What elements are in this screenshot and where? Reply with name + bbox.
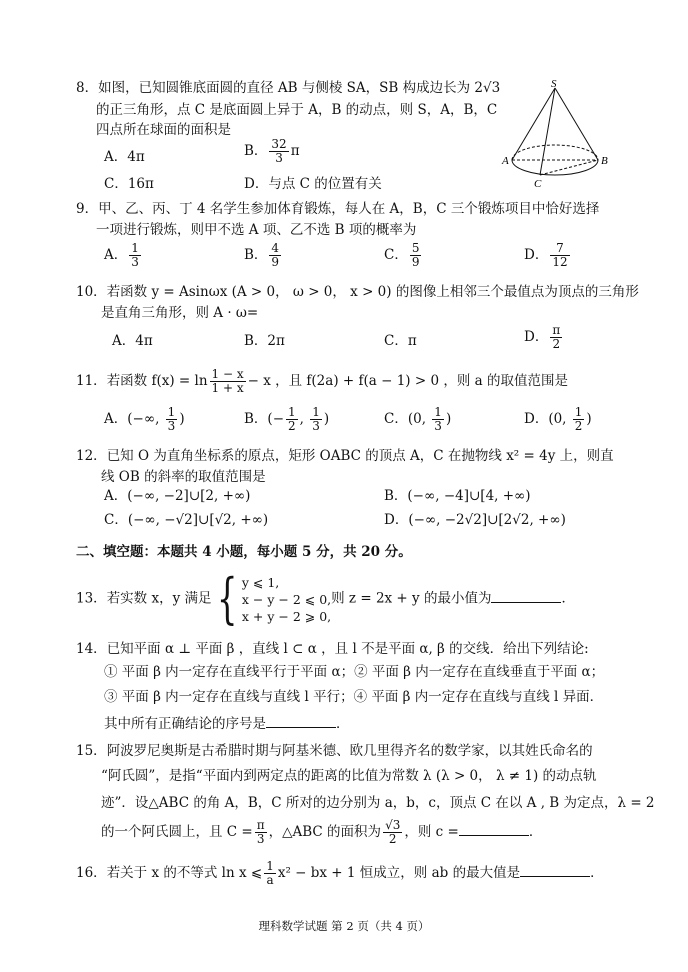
q9-option-b xyxy=(244,242,283,269)
q12-number: 12． xyxy=(76,448,107,464)
q10-option-b: B．2π xyxy=(244,333,285,349)
q16-text-post: x² − bx + 1 恒成立，则 ab 的最大值是 xyxy=(277,865,521,881)
q14-answer-blank[interactable] xyxy=(266,713,336,728)
q11-option-d-post: ) xyxy=(586,411,592,427)
cone-label-s: S xyxy=(551,78,557,90)
q14-text-1: 已知平面 α ⊥ 平面 β ，直线 l ⊂ α ，且 l 不是平面 α, β 的交线．给出下列结论: xyxy=(106,641,589,657)
q15-text-mid: ，△ABC 的面积为 xyxy=(268,824,382,840)
q11-option-c-numerator: 1 xyxy=(434,405,442,419)
q14-text-4: 其中所有正确结论的序号是 xyxy=(104,716,266,732)
q11-option-d-numerator: 1 xyxy=(574,405,583,419)
q14-number: 14． xyxy=(76,641,107,657)
q10-option-d-numerator: π xyxy=(552,323,561,337)
q11-option-b-post: ) xyxy=(323,411,330,427)
q9-option-d-fraction xyxy=(550,242,569,269)
q13-constraint-2: x − y − 2 ⩽ 0, xyxy=(241,591,332,607)
q16-fraction xyxy=(264,860,276,887)
q14-line3: ③ 平面 β 内一定存在直线与直线 l 平行；④ 平面 β 内一定存在直线与直线 l 异面． xyxy=(104,689,604,705)
q11-option-a-fraction xyxy=(166,406,178,433)
q13-number: 13． xyxy=(76,590,107,607)
q8-text-1: 如图，已知圆锥底面圆的直径 AB 与侧棱 SA，SB 构成边长为 2√3 xyxy=(98,80,501,96)
q10-text-1: 若函数 y = Asinωx (A > 0， ω > 0， x > 0) 的图像上相邻三个最值点为顶点的三角形 xyxy=(106,284,639,300)
q11-option-b-denominator-1: 2 xyxy=(288,419,296,433)
q14-end: ． xyxy=(336,716,350,732)
q9-option-b-label: B． xyxy=(244,247,268,263)
q15-text-post: ，则 c = xyxy=(404,824,459,840)
q11-option-a-numerator: 1 xyxy=(167,405,176,419)
q8-option-b-fraction xyxy=(269,138,288,165)
q15-end: ． xyxy=(528,824,543,840)
q13-text-pre: 若实数 x，y 满足 xyxy=(106,590,212,607)
q13-answer-blank[interactable] xyxy=(491,588,561,603)
q15-area-denominator: 2 xyxy=(388,832,397,846)
q12-line2: 线 OB 的斜率的取值范围是 xyxy=(101,469,266,485)
q10-line2: 是直角三角形，则 A · ω= xyxy=(101,305,259,321)
q13-constraint-3: x + y − 2 ⩾ 0, xyxy=(241,608,332,624)
q9-option-b-numerator: 4 xyxy=(271,241,280,255)
q15-angle-numerator: π xyxy=(256,818,265,832)
q11-option-b-numerator-2: 1 xyxy=(312,405,320,419)
q11-option-d-pre: (0, xyxy=(548,411,571,427)
q9-option-a xyxy=(104,242,143,269)
q8-option-b-tail: π xyxy=(290,143,300,159)
q8-option-b-denominator: 3 xyxy=(275,151,283,165)
q16-answer-blank[interactable] xyxy=(520,862,590,877)
q9-option-a-fraction xyxy=(129,242,141,269)
q12-option-c: C．(−∞, −√2]∪[√2, +∞) xyxy=(104,512,269,528)
q11-option-d-fraction xyxy=(573,406,585,433)
q13-constraint-1: y ⩽ 1, xyxy=(241,574,280,590)
q11-option-c-fraction xyxy=(432,406,444,433)
cone-label-a: A xyxy=(502,155,509,167)
q8-option-b-numerator: 32 xyxy=(271,137,287,151)
q8-option-b xyxy=(244,138,300,165)
q8-option-d: D．与点 C 的位置有关 xyxy=(244,176,382,192)
q9-option-c-fraction xyxy=(410,242,422,269)
q15-line2: “阿氏圆”，是指“平面内到两定点的距离的比值为常数 λ (λ > 0， λ ≠ 1) 的动点轨 xyxy=(101,768,597,784)
q10-option-a: A．4π xyxy=(112,333,153,349)
q15-line1 xyxy=(76,742,593,760)
q9-option-c xyxy=(384,242,423,269)
q9-line2: 一项进行锻炼，则甲不选 A 项、乙不选 B 项的概率为 xyxy=(96,222,417,238)
q11-option-d-label: D． xyxy=(524,411,549,427)
q16-text-pre: 若关于 x 的不等式 ln x ⩽ xyxy=(106,865,263,881)
q16-number: 16． xyxy=(76,865,107,881)
q9-option-c-denominator: 9 xyxy=(411,255,420,269)
q11-option-b-mid: , xyxy=(299,411,309,427)
q11-fraction xyxy=(210,368,246,395)
page-footer: 理科数学试题 第 2 页（共 4 页） xyxy=(258,919,430,933)
q15-area-fraction xyxy=(383,819,402,846)
q15-area-numerator: √3 xyxy=(385,818,401,832)
q11-option-b-label: B． xyxy=(244,411,268,427)
q9-option-d xyxy=(524,242,572,269)
q11-option-c-label: C． xyxy=(384,411,408,427)
q10-option-d-fraction xyxy=(550,324,562,351)
section-2-heading: 二、填空题：本题共 4 小题，每小题 5 分，共 20 分。 xyxy=(76,544,412,560)
q15-angle-fraction xyxy=(255,819,267,846)
q11-fraction-numerator: 1 − x xyxy=(211,367,244,381)
q11-option-c xyxy=(384,406,451,433)
q15-line3: 迹”．设△ABC 的角 A，B，C 所对的边分别为 a，b，c，顶点 C 在以 A , B 为定点，λ = 2 xyxy=(101,795,655,811)
q12-text-1: 已知 O 为直角坐标系的原点，矩形 OABC 的顶点 A，C 在抛物线 x² = 4y 上，则直 xyxy=(106,448,614,464)
q16-fraction-numerator: 1 xyxy=(266,859,274,873)
q9-number: 9． xyxy=(76,201,99,217)
q13-line xyxy=(76,567,575,630)
q11-option-b xyxy=(244,406,329,433)
q11-option-d-denominator: 2 xyxy=(574,419,583,433)
q8-line1 xyxy=(76,79,500,97)
q10-option-d xyxy=(524,324,564,351)
q11-option-b-denominator-2: 3 xyxy=(312,419,320,433)
q9-line1 xyxy=(76,200,599,218)
q12-option-d: D．(−∞, −2√2]∪[2√2, +∞) xyxy=(384,512,566,528)
cone-edge-sb xyxy=(555,88,598,160)
q15-text-1: 阿波罗尼奥斯是古希腊时期与阿基米德、欧几里得齐名的数学家，以其姓氏命名的 xyxy=(106,743,593,759)
q15-line4 xyxy=(101,817,542,847)
q10-number: 10． xyxy=(76,284,107,300)
cone-base-front xyxy=(512,160,598,175)
cone-base-back xyxy=(512,145,598,160)
q9-option-d-numerator: 7 xyxy=(550,242,569,256)
q12-option-a: A．(−∞, −2]∪[2, +∞) xyxy=(104,488,251,504)
q11-option-c-denominator: 3 xyxy=(434,419,442,433)
q9-option-c-label: C． xyxy=(384,247,408,263)
q11-option-d xyxy=(524,406,592,433)
cone-label-c: C xyxy=(534,178,542,190)
q11-option-a-pre: (−∞, xyxy=(127,411,164,427)
q12-option-b: B．(−∞, −4]∪[4, +∞) xyxy=(384,488,531,504)
q16-end: ． xyxy=(590,865,604,881)
cone-figure xyxy=(500,78,620,190)
q9-option-d-denominator: 12 xyxy=(552,255,568,269)
q8-option-b-label: B． xyxy=(244,143,268,159)
q13-end: ． xyxy=(561,590,575,607)
q11-text-pre: 若函数 f(x) = ln xyxy=(106,373,208,389)
q9-option-b-denominator: 9 xyxy=(271,255,280,269)
q14-line4 xyxy=(104,713,350,733)
q9-option-a-denominator: 3 xyxy=(131,255,139,269)
q11-option-a-label: A． xyxy=(104,411,128,427)
q11-fraction-denominator: 1 + x xyxy=(211,381,244,395)
q14-line2: ① 平面 β 内一定存在直线平行于平面 α；② 平面 β 内一定存在直线垂直于平面 α； xyxy=(104,664,605,680)
q10-line1 xyxy=(76,283,639,301)
q11-option-a-post: ) xyxy=(179,411,185,427)
q11-option-b-pre: (− xyxy=(267,411,285,427)
q13-brace: { xyxy=(216,567,238,630)
q11-line1 xyxy=(76,368,568,395)
q15-text-pre: 的一个阿氏圆上，且 C = xyxy=(101,824,253,840)
q8-line3: 四点所在球面的面积是 xyxy=(96,122,231,138)
q11-option-c-pre: (0, xyxy=(407,411,431,427)
q9-text-1: 甲、乙、丙、丁 4 名学生参加体育锻炼，每人在 A，B，C 三个锻炼项目中恰好选择 xyxy=(98,201,600,217)
q9-option-a-numerator: 1 xyxy=(131,241,139,255)
cone-chord-cb xyxy=(540,160,598,175)
q15-answer-blank[interactable] xyxy=(459,821,529,836)
q15-number: 15． xyxy=(76,743,107,759)
q12-line1 xyxy=(76,447,614,465)
q8-line2: 的正三角形，点 C 是底面圆上异于 A，B 的动点，则 S，A，B，C xyxy=(96,102,498,118)
q11-number: 11． xyxy=(76,373,107,389)
q8-number: 8． xyxy=(76,80,99,96)
q10-option-c: C．π xyxy=(384,333,417,349)
cone-label-b: B xyxy=(601,155,608,167)
q9-option-c-numerator: 5 xyxy=(411,241,420,255)
q8-option-a: A．4π xyxy=(104,149,145,165)
q13-text-post: 则 z = 2x + y 的最小值为 xyxy=(331,590,492,607)
q11-option-c-post: ) xyxy=(445,411,452,427)
q14-line1 xyxy=(76,640,589,658)
q11-option-a-denominator: 3 xyxy=(167,419,176,433)
q9-option-b-fraction xyxy=(269,242,281,269)
q11-option-b-numerator-1: 1 xyxy=(288,405,296,419)
q11-option-b-fraction-1 xyxy=(286,406,298,433)
q10-option-d-denominator: 2 xyxy=(552,337,561,351)
q10-option-d-label: D． xyxy=(524,329,549,345)
q11-text-post: − x ，且 f(2a) + f(a − 1) > 0 ，则 a 的取值范围是 xyxy=(247,373,568,389)
q16-line xyxy=(76,858,604,888)
q15-angle-denominator: 3 xyxy=(256,832,265,846)
q11-option-a xyxy=(104,406,185,433)
q8-option-c: C．16π xyxy=(104,176,154,192)
q16-fraction-denominator: a xyxy=(266,873,274,887)
q11-option-b-fraction-2 xyxy=(310,406,322,433)
q9-option-d-label: D． xyxy=(524,247,549,263)
q13-constraints xyxy=(242,574,331,625)
q9-option-a-label: A． xyxy=(104,247,128,263)
